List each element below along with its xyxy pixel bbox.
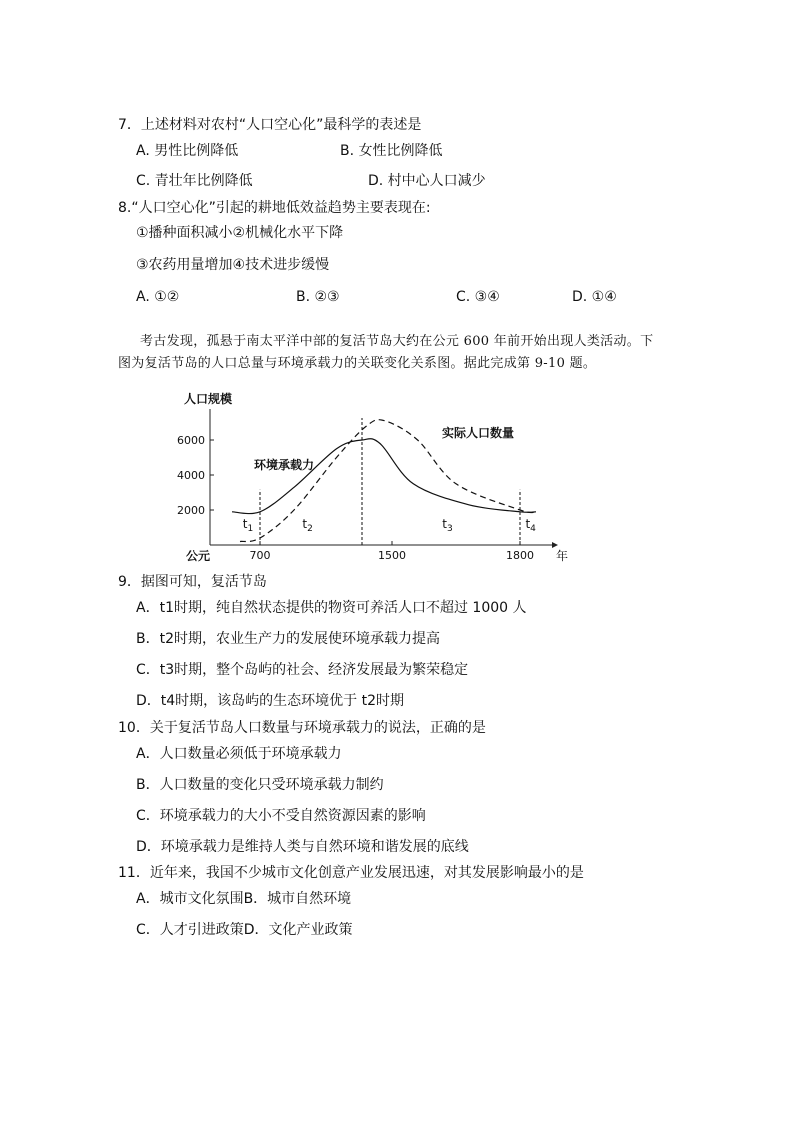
q7-option-a: A. 男性比例降低 — [136, 143, 239, 159]
q10-option-d: D．环境承载力是维持人类与自然环境和谐发展的底线 — [136, 839, 469, 855]
x-axis-arrow — [552, 542, 558, 548]
q10-stem: 10．关于复活节岛人口数量与环境承载力的说法，正确的是 — [118, 720, 486, 736]
q8-stem: 8.“人口空心化”引起的耕地低效益趋势主要表现在: — [118, 200, 431, 216]
chart-labels — [177, 391, 568, 563]
x-axis-origin-label: 公元 — [186, 549, 211, 563]
x-tick-label: 1500 — [378, 549, 406, 562]
q11-options-line1: A．城市文化氛围B．城市自然环境 — [136, 891, 352, 907]
q10-option-b: B．人口数量的变化只受环境承载力制约 — [136, 777, 384, 793]
period-label-t3: $t_3$ — [442, 517, 453, 534]
y-tick-label: 6000 — [177, 434, 205, 447]
x-tick-label: 1800 — [506, 549, 534, 562]
q10-option-a: A．人口数量必须低于环境承载力 — [136, 746, 342, 762]
period-label-t2: $t_2$ — [302, 517, 313, 534]
q9-option-a: A．t1时期，纯自然状态提供的物资可养活人口不超过 1000 人 — [136, 600, 527, 616]
annotation-actual-population: 实际人口数量 — [442, 426, 515, 440]
q10-option-c: C．环境承载力的大小不受自然资源因素的影响 — [136, 808, 426, 824]
population-chart — [177, 385, 600, 565]
y-axis-label: 人口规模 — [184, 392, 233, 406]
q11-options-line2: C．人才引进政策D．文化产业政策 — [136, 922, 353, 938]
q8-option-c: C. ③④ — [456, 289, 500, 305]
y-tick-label: 2000 — [177, 504, 205, 517]
q9-option-d: D．t4时期，该岛屿的生态环境优于 t2时期 — [136, 693, 405, 709]
q9-option-c: C．t3时期，整个岛屿的社会、经济发展最为繁荣稳定 — [136, 662, 469, 678]
q7-stem: 7．上述材料对农村“人口空心化”最科学的表述是 — [118, 117, 422, 133]
q7-option-d: D. 村中心人口减少 — [368, 173, 486, 189]
q8-items-line2: ③农药用量增加④技术进步缓慢 — [136, 257, 330, 273]
q9-stem: 9．据图可知，复活节岛 — [118, 574, 267, 590]
q11-stem: 11．近年来，我国不少城市文化创意产业发展迅速，对其发展影响最小的是 — [118, 865, 584, 881]
q7-option-b: B. 女性比例降低 — [340, 143, 443, 159]
q8-option-a: A. ①② — [136, 289, 180, 305]
period-label-t4: $t_4$ — [525, 517, 536, 534]
q8-option-b: B. ②③ — [296, 289, 340, 305]
passage-line2: 图为复活节岛的人口总量与环境承载力的关联变化关系图。据此完成第 9-10 题。 — [118, 356, 597, 371]
q8-items-line1: ①播种面积减小②机械化水平下降 — [136, 225, 344, 241]
q8-option-d: D. ①④ — [572, 289, 617, 305]
x-axis-unit-label: 年 — [556, 549, 569, 563]
q7-option-c: C. 青壮年比例降低 — [136, 173, 253, 189]
y-tick-label: 4000 — [177, 469, 205, 482]
annotation-carrying-capacity: 环境承载力 — [254, 458, 315, 472]
carrying-capacity-line — [232, 439, 536, 514]
passage-line1: 考古发现，孤悬于南太平洋中部的复活节岛大约在公元 600 年前开始出现人类活动。下 — [140, 334, 654, 349]
x-tick-label: 700 — [249, 549, 271, 562]
period-label-t1: $t_1$ — [242, 517, 254, 534]
q9-option-b: B．t2时期，农业生产力的发展使环境承载力提高 — [136, 631, 440, 647]
